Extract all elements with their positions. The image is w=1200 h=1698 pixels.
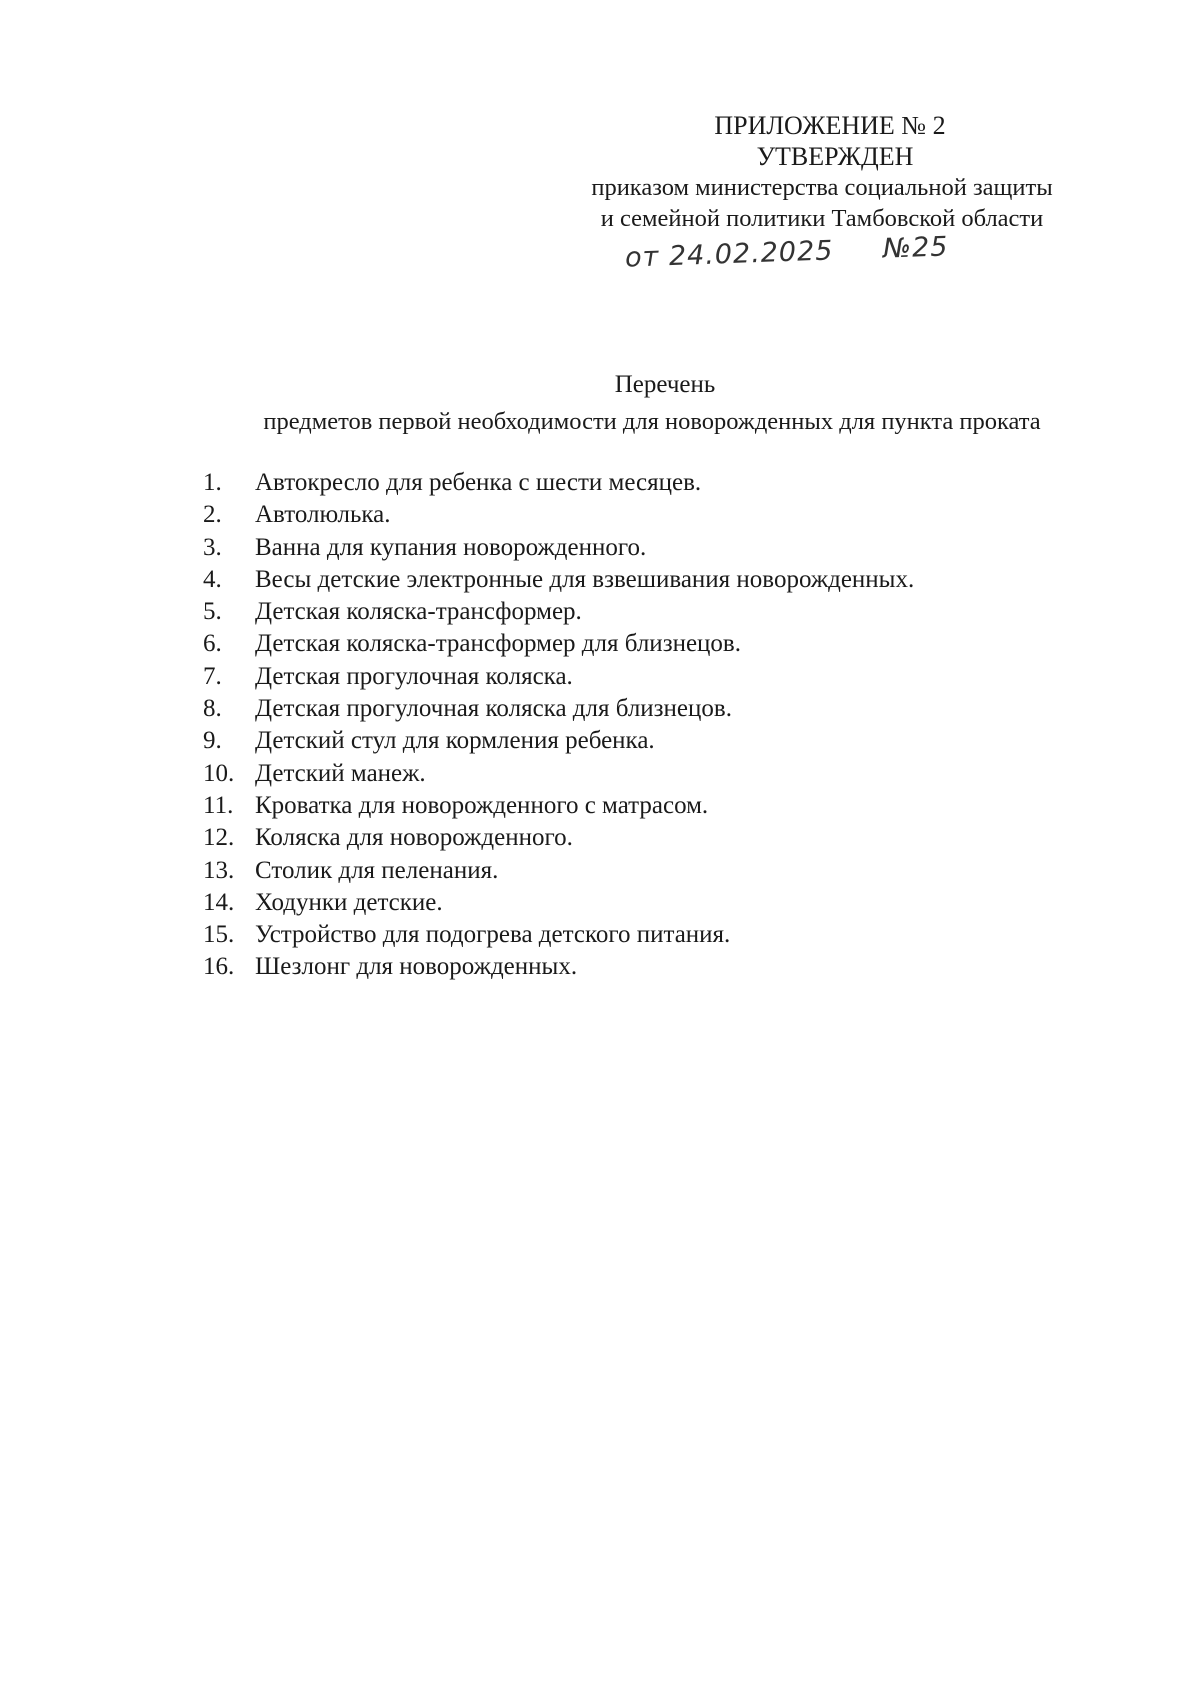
list-item-number: 9. — [203, 727, 222, 755]
list-item-text: Автолюлька. — [255, 501, 391, 529]
list-item — [203, 758, 1103, 790]
list-item-text: Детский стул для кормления ребенка. — [255, 727, 655, 755]
order-line-1: приказом министерства социальной защиты — [591, 174, 1053, 201]
list-item-number: 13. — [203, 856, 235, 884]
list-item-number: 16. — [203, 953, 235, 981]
list-item-number: 15. — [203, 921, 235, 949]
list-item-text: Автокресло для ребенка с шести месяцев. — [255, 469, 702, 496]
list-item-number: 4. — [203, 565, 222, 593]
list-item — [203, 693, 1103, 725]
list-item-text: Коляска для новорожденного. — [255, 824, 573, 852]
list-item — [203, 855, 1103, 887]
list-item — [203, 822, 1103, 854]
list-item — [203, 887, 1103, 919]
list-item-number: 5. — [203, 598, 222, 626]
list-item — [203, 661, 1103, 693]
list-item-number: 1. — [203, 469, 222, 496]
list-item-text: Кроватка для новорожденного с матрасом. — [255, 791, 709, 819]
appendix-label: ПРИЛОЖЕНИЕ № 2 — [714, 111, 946, 140]
list-item — [203, 919, 1103, 951]
approval-header — [520, 110, 1120, 234]
list-item-text: Детская коляска-трансформер. — [255, 598, 582, 626]
list-item — [203, 564, 1103, 596]
document-title: Перечень — [614, 371, 716, 398]
handwritten-date-number — [625, 231, 949, 273]
list-item-text: Ванна для купания новорожденного. — [255, 533, 647, 561]
list-item — [203, 467, 1103, 499]
list-item — [203, 596, 1103, 628]
list-item-text: Ходунки детские. — [255, 888, 443, 916]
list-item-text: Столик для пеленания. — [255, 856, 499, 884]
list-item — [203, 499, 1103, 531]
list-item-number: 12. — [203, 824, 235, 852]
list-item-text: Детский манеж. — [255, 759, 426, 787]
list-item-text: Детская прогулочная коляска для близнецов. — [255, 695, 732, 723]
list-item-number: 3. — [203, 533, 222, 561]
order-line-2: и семейной политики Тамбовской области — [600, 205, 1044, 232]
list-item-text: Шезлонг для новорожденных. — [255, 953, 578, 981]
list-item — [203, 532, 1103, 564]
list-item-number: 14. — [203, 888, 235, 916]
list-item — [203, 725, 1103, 757]
list-item-number: 2. — [203, 501, 222, 529]
list-item-text: Детская прогулочная коляска. — [255, 662, 573, 690]
items-list — [203, 467, 1103, 984]
list-item-number: 11. — [203, 791, 234, 819]
handwritten-number: №25 — [882, 231, 949, 265]
document-subtitle: предметов первой необходимости для новорожденных для пункта проката — [263, 408, 1041, 435]
approved-label: УТВЕРЖДЕН — [756, 142, 914, 171]
list-item-number: 6. — [203, 630, 222, 658]
list-item-text: Устройство для подогрева детского питания. — [255, 921, 731, 949]
list-item — [203, 628, 1103, 660]
list-item-number: 10. — [203, 759, 235, 787]
list-item-text: Детская коляска-трансформер для близнецов. — [255, 630, 741, 658]
list-item — [203, 951, 1103, 983]
list-item-text: Весы детские электронные для взвешивания новорожденных. — [255, 565, 915, 593]
list-item-number: 8. — [203, 695, 222, 723]
handwritten-date: от 24.02.2025 — [624, 235, 834, 274]
list-item-number: 7. — [203, 662, 222, 690]
list-item — [203, 790, 1103, 822]
